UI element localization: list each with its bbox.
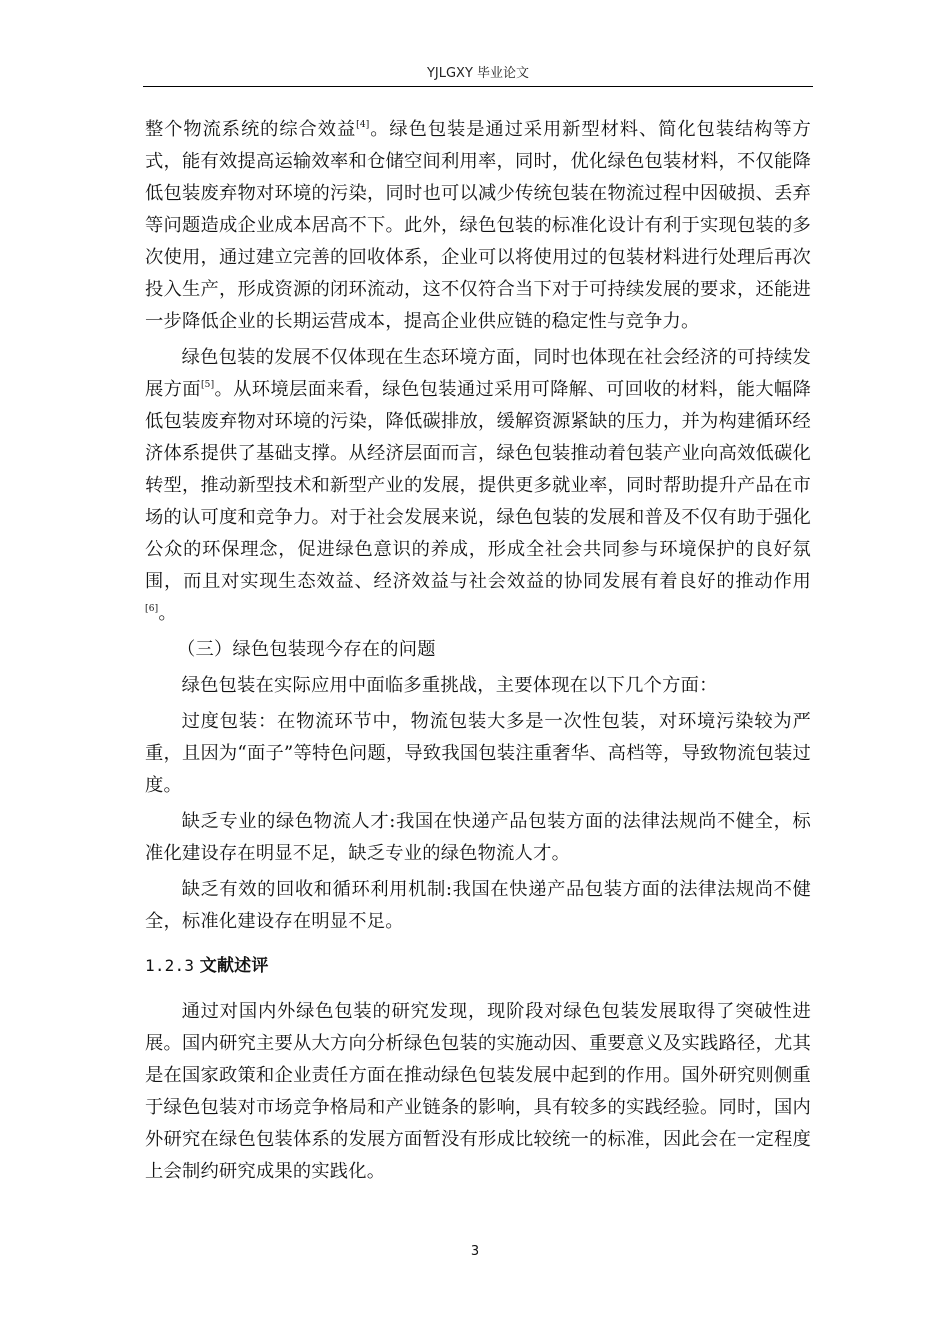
section-heading	[145, 950, 811, 982]
text-run: 整个物流系统的综合效益	[145, 119, 357, 140]
citation-ref: [5]	[200, 380, 215, 390]
paragraph-recycling-mechanism: 缺乏有效的回收和循环利用机制:我国在快递产品包装方面的法律法规尚不健全，标准化建设存在明显不足。	[145, 879, 811, 932]
text-run: 。绿色包装是通过采用新型材料、简化包装结构等方式，能有效提高运输效率和仓储空间利用率，同时，优化绿色包装材料，不仅能降低包装废弃物对环境的污染，同时也可以减少传统包装在物流过程中因破损、丢弃等问题造成企业成本居高不下。此外，绿色包装的标准化设计有利于实现包装的多次使用，通过建立完善的回收体系，企业可以将使用过的包装材料进行处理后再次投入生产，形成资源的闭环流动，这不仅符合当下对于可持续发展的要求，还能进一步降低企业的长期运营成本，提高企业供应链的稳定性与竞争力。	[145, 119, 811, 332]
section-title: 文献述评	[199, 956, 269, 976]
header-divider	[143, 86, 813, 87]
text-run: 。从环境层面来看，绿色包装通过采用可降解、可回收的材料，能大幅降低包装废弃物对环境的污染，降低碳排放，缓解资源紧缺的压力，并为构建循环经济体系提供了基础支撑。从经济层面而言，绿色包装推动着包装产业向高效低碳化转型，推动新型技术和新型产业的发展，提供更多就业率，同时帮助提升产品在市场的认可度和竞争力。对于社会发展来说，绿色包装的发展和普及不仅有助于强化公众的环保理念，促进绿色意识的养成，形成全社会共同参与环境保护的良好氛围，而且对实现生态效益、经济效益与社会效益的协同发展有着良好的推动作用	[145, 379, 811, 592]
text-run: 绿色包装的发展不仅体现在生态环境方面，同时也体现在社会经济的可持续发展方面	[145, 347, 811, 400]
paragraph-development	[145, 342, 811, 630]
paragraph-over-packaging: 过度包装：在物流环节中，物流包装大多是一次性包装，对环境污染较为严重，且因为“面子”等特色问题，导致我国包装注重奢华、高档等，导致物流包装过度。	[145, 711, 811, 796]
paragraph-challenges-intro: 绿色包装在实际应用中面临多重挑战，主要体现在以下几个方面：	[181, 675, 718, 696]
citation-ref: [4]	[356, 120, 370, 130]
page-number: 3	[470, 1244, 480, 1259]
paragraph-talent-shortage: 缺乏专业的绿色物流人才:我国在快递产品包装方面的法律法规尚不健全，标准化建设存在明显不足，缺乏专业的绿色物流人才。	[145, 811, 811, 864]
document-body	[145, 114, 811, 1188]
paragraph-literature-review: 通过对国内外绿色包装的研究发现，现阶段对绿色包装发展取得了突破性进展。国内研究主要从大方向分析绿色包装的实施动因、重要意义及实践路径，尤其是在国家政策和企业责任方面在推动绿色包装发展中起到的作用。国外研究则侧重于绿色包装对市场竞争格局和产业链条的影响，具有较多的实践经验。同时，国内外研究在绿色包装体系的发展方面暂没有形成比较统一的标准，因此会在一定程度上会制约研究成果的实践化。	[145, 1001, 811, 1182]
page-header-title: YJLGXY 毕业论文	[426, 66, 530, 81]
citation-ref: [6]	[145, 604, 159, 614]
subsection-heading: （三）绿色包装现今存在的问题	[177, 639, 436, 660]
text-run: 。	[158, 603, 177, 624]
paragraph-continuation	[145, 114, 811, 338]
section-number: 1.2.3	[145, 956, 195, 975]
